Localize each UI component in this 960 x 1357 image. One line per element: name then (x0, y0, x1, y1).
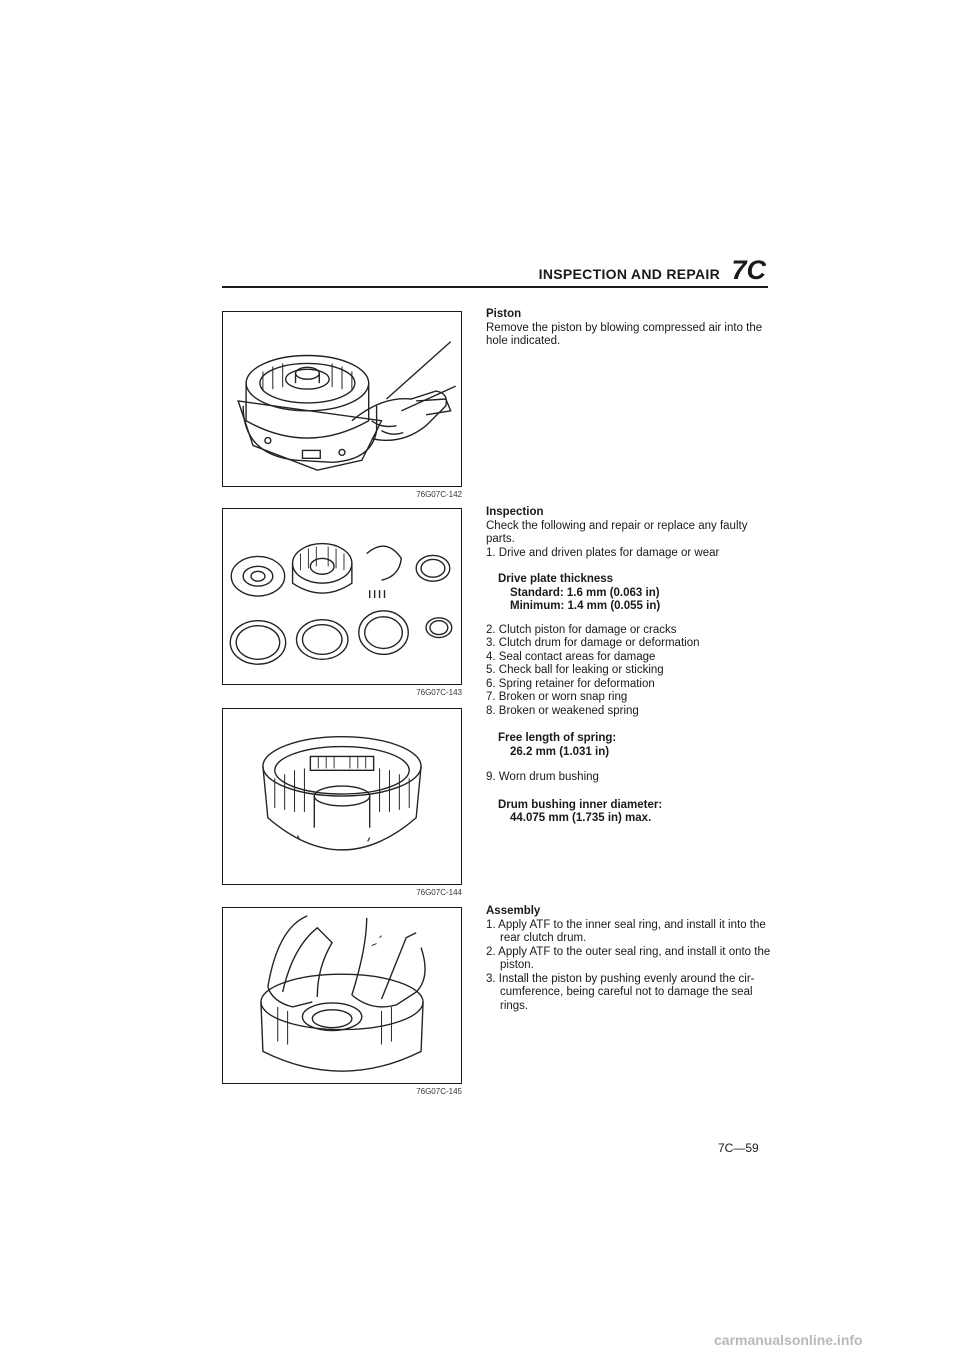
list-item: 4. Seal contact areas for damage (486, 650, 656, 663)
list-item: 6. Spring retainer for deformation (486, 677, 655, 690)
spec-value: 26.2 mm (1.031 in) (510, 745, 610, 758)
spec-value: 44.075 mm (1.735 in) max. (510, 812, 652, 824)
figure-label: 76G07C-143 (416, 688, 462, 697)
spec-value: Standard: 1.6 mm (0.063 in) (510, 586, 660, 599)
figure-clutch-drum (222, 708, 462, 885)
list-item: 5. Check ball for leaking or sticking (486, 664, 664, 676)
piston-install-illustration (223, 908, 461, 1083)
figure-piston-removal (222, 311, 462, 487)
list-item: 2. Clutch piston for damage or cracks (486, 623, 677, 636)
header-title: INSPECTION AND REPAIR (538, 266, 720, 282)
list-item: 3. Clutch drum for damage or deformation (486, 637, 700, 649)
watermark: carmanualsonline.info (714, 1332, 863, 1348)
list-item: 1. Drive and driven plates for damage or wear (486, 546, 720, 559)
list-item: 9. Worn drum bushing (486, 771, 599, 783)
piston-removal-illustration (223, 312, 461, 486)
exploded-parts-illustration (223, 509, 461, 684)
figure-exploded-parts (222, 508, 462, 685)
clutch-drum-illustration (223, 709, 461, 884)
figure-label: 76G07C-144 (416, 888, 462, 897)
figure-label: 76G07C-145 (416, 1087, 462, 1096)
spec-value: Minimum: 1.4 mm (0.055 in) (510, 600, 661, 612)
list-item: 7. Broken or worn snap ring (486, 691, 628, 703)
piston-heading: Piston (486, 308, 522, 320)
spec-drum-bushing (498, 799, 776, 826)
spec-spring-length (498, 732, 776, 759)
spec-title: Drum bushing inner diameter: (498, 798, 663, 811)
spec-drive-plate (498, 573, 776, 614)
spec-title: Drive plate thickness (498, 573, 614, 585)
list-item: 3. Install the piston by pushing evenly around the cir-cumference, being careful not to damage the seal rings. (486, 972, 755, 1012)
assembly-section (486, 905, 776, 1013)
assembly-heading: Assembly (486, 905, 541, 917)
inspection-section (486, 506, 776, 835)
list-item: 8. Broken or weakened spring (486, 704, 639, 717)
inspection-heading: Inspection (486, 506, 544, 518)
page-header (222, 252, 768, 288)
section-code: 7C (731, 255, 766, 285)
piston-section (486, 308, 776, 349)
list-item: 1. Apply ATF to the inner seal ring, and install it into the rear clutch drum. (486, 918, 766, 944)
piston-text: Remove the piston by blowing compressed air into the hole indicated. (486, 321, 763, 347)
figure-piston-install (222, 907, 462, 1084)
inspection-intro: Check the following and repair or replace any faulty parts. (486, 519, 748, 545)
list-item: 2. Apply ATF to the outer seal ring, and install it onto the piston. (486, 945, 771, 971)
figure-label: 76G07C-142 (416, 490, 462, 499)
spec-title: Free length of spring: (498, 732, 617, 744)
page-number: 7C—59 (718, 1141, 759, 1155)
